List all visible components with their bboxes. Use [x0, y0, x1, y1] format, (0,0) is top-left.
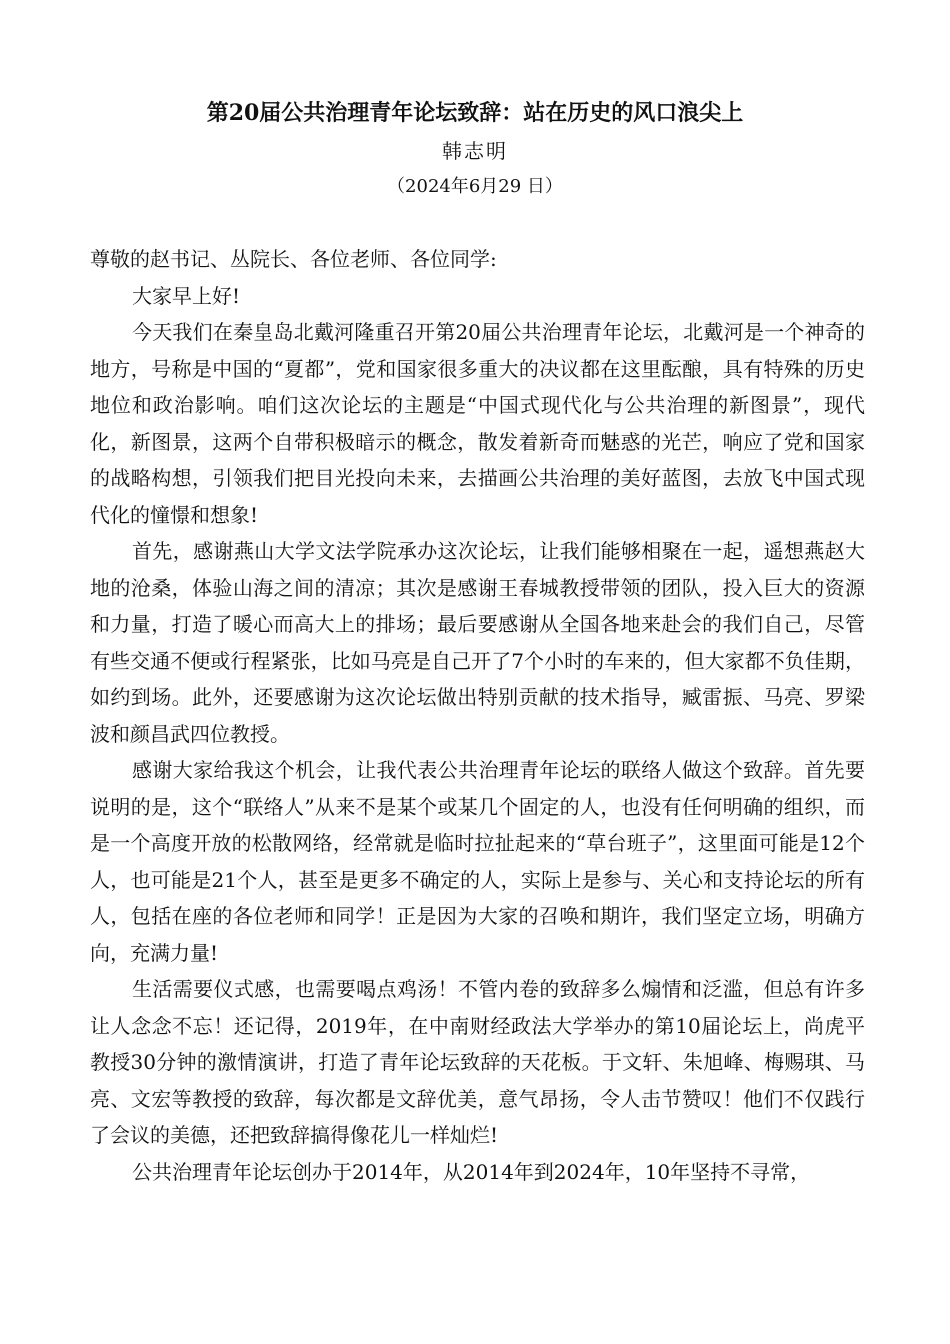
- paragraph-history: 公共治理青年论坛创办于2014年，从2014年到2024年，10年坚持不寻常，: [132, 1159, 811, 1184]
- paragraph-ceremony: 生活需要仪式感，也需要喝点鸡汤！不管内卷的致辞多么煽情和泛滥，但总有许多让人念念不忘！还记得，2019年，在中南财经政法大学举办的第10届论坛上，尚虎平教授30分钟的激情演讲，打造了青年论坛致辞的天花板。于文轩、朱旭峰、梅赐琪、马亮、文宏等教授的致辞，每次都是文辞优美，意气昂扬，令人击节赞叹！他们不仅践行了会议的美德，还把致辞搞得像花儿一样灿烂!: [90, 977, 865, 1147]
- paragraph-greeting: 大家早上好!: [132, 283, 241, 308]
- paragraph-introduction: 今天我们在秦皇岛北戴河隆重召开第20届公共治理青年论坛，北戴河是一个神奇的地方，号称是中国的“夏都”，党和国家很多重大的决议都在这里酝酿，具有特殊的历史地位和政治影响。咱们这次论坛的主题是“中国式现代化与公共治理的新图景”，现代化，新图景，这两个自带积极暗示的概念，散发着新奇而魅惑的光芒，响应了党和国家的战略构想，引领我们把目光投向未来，去描画公共治理的美好蓝图，去放飞中国式现代化的憧憬和想象!: [90, 320, 865, 527]
- document-author: 韩志明: [442, 139, 508, 163]
- paragraph-liaison: 感谢大家给我这个机会，让我代表公共治理青年论坛的联络人做这个致辞。首先要说明的是，这个“联络人”从来不是某个或某几个固定的人，也没有任何明确的组织，而是一个高度开放的松散网络，经常就是临时拉扯起来的“草台班子”，这里面可能是12个人，也可能是21个人，甚至是更多不确定的人，实际上是参与、关心和支持论坛的所有人，包括在座的各位老师和同学！正是因为大家的召唤和期许，我们坚定立场，明确方向，充满力量!: [90, 758, 865, 965]
- document-body: [90, 241, 865, 1190]
- document-date: （2024年6月29 日）: [387, 176, 563, 197]
- salutation: 尊敬的赵书记、丛院长、各位老师、各位同学:: [90, 247, 497, 271]
- paragraph-acknowledgements: 首先，感谢燕山大学文法学院承办这次论坛，让我们能够相聚在一起，遥想燕赵大地的沧桑，体验山海之间的清凉；其次是感谢王春城教授带领的团队，投入巨大的资源和力量，打造了暖心而高大上的排场；最后要感谢从全国各地来赴会的我们自己，尽管有些交通不便或行程紧张，比如马亮是自己开了7个小时的车来的，但大家都不负佳期，如约到场。此外，还要感谢为这次论坛做出特别贡献的技术指导，臧雷振、马亮、罗梁波和颜昌武四位教授。: [90, 539, 865, 746]
- document-title: 第20届公共治理青年论坛致辞：站在历史的风口浪尖上: [206, 100, 744, 126]
